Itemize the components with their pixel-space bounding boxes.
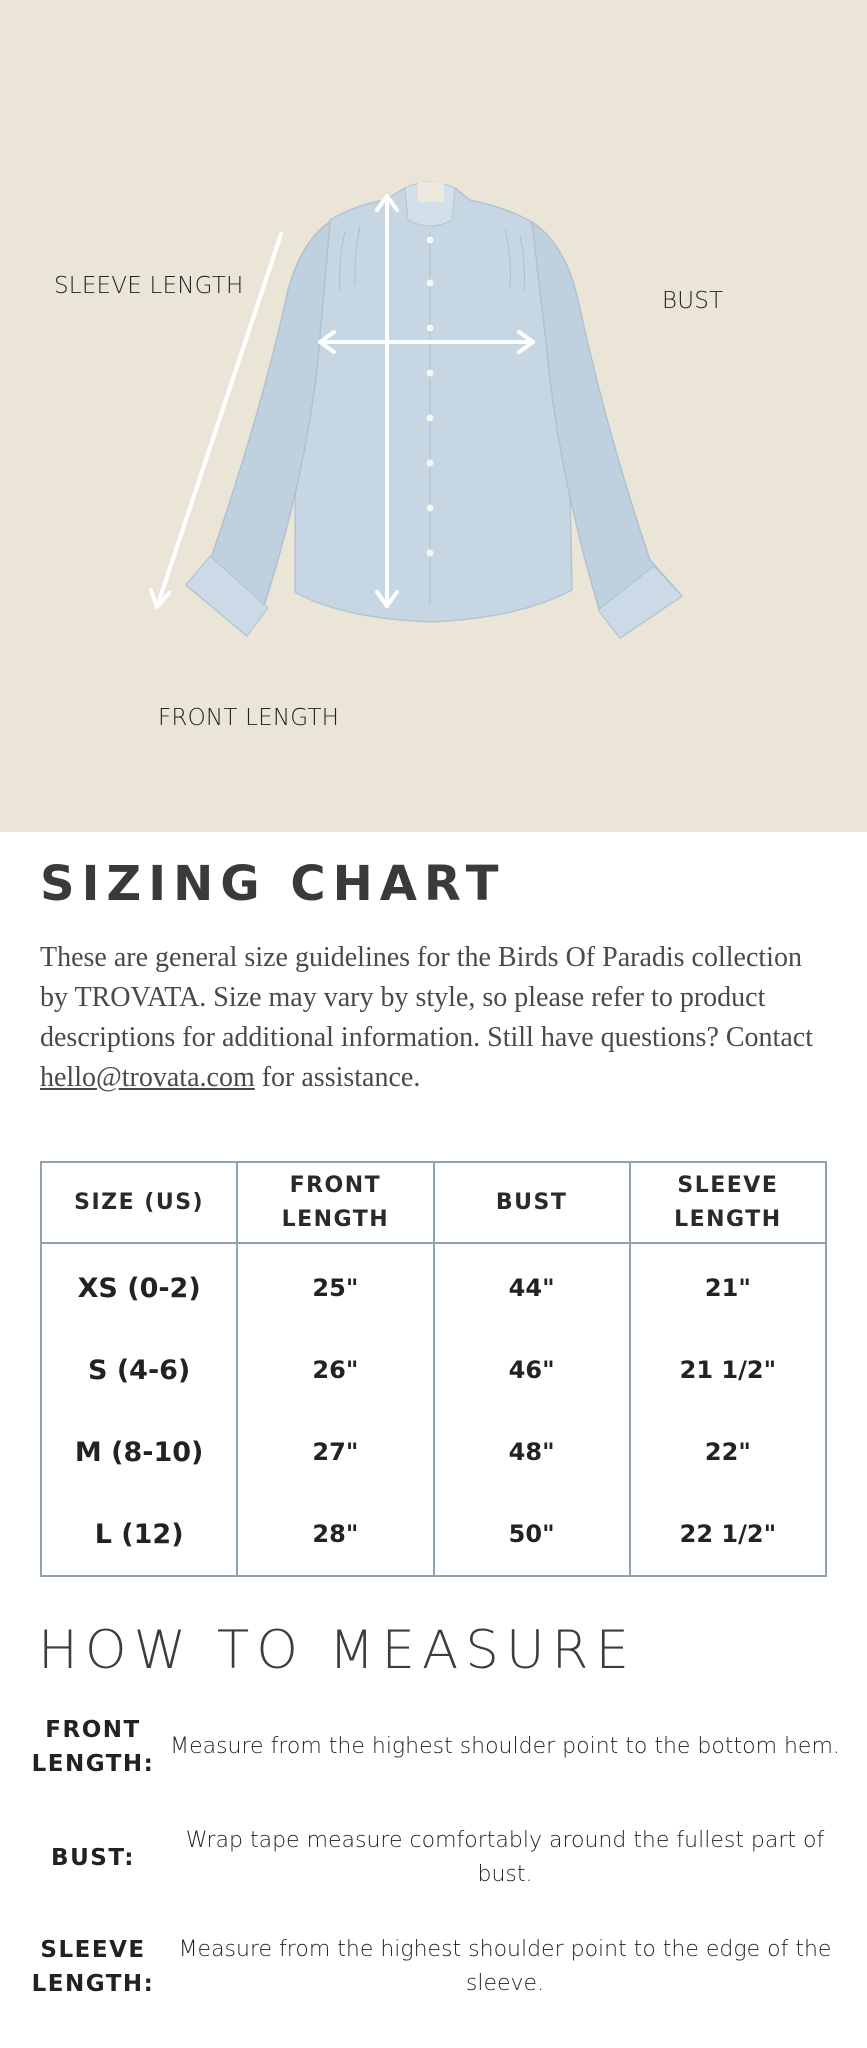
shirt-body bbox=[295, 188, 572, 622]
front-length-label: FRONT LENGTH bbox=[158, 705, 340, 731]
sizing-intro bbox=[40, 938, 830, 1098]
measure-term: BUST: bbox=[51, 1845, 135, 1871]
header-front-length: FRONT LENGTH bbox=[237, 1162, 433, 1243]
size-table-header bbox=[41, 1162, 826, 1243]
table-row bbox=[41, 1493, 826, 1576]
sleeve-length-cell: 22" bbox=[630, 1411, 826, 1493]
measure-item-sleeve-length bbox=[30, 1927, 840, 2007]
sleeve-length-cell: 21 1/2" bbox=[630, 1329, 826, 1411]
sleeve-length-label: SLEEVE LENGTH bbox=[54, 273, 244, 299]
front-length-cell: 26" bbox=[237, 1329, 433, 1411]
bust-cell: 46" bbox=[434, 1329, 630, 1411]
size-cell: S (4-6) bbox=[41, 1329, 237, 1411]
measure-description: Measure from the highest shoulder point to the bottom hem. bbox=[170, 1734, 840, 1759]
header-sleeve-length: SLEEVE LENGTH bbox=[630, 1162, 826, 1243]
measurement-diagram bbox=[0, 0, 867, 832]
size-cell: L (12) bbox=[41, 1493, 237, 1576]
bust-cell: 44" bbox=[434, 1243, 630, 1329]
measure-description: Measure from the highest shoulder point to the edge of the sleeve. bbox=[178, 1937, 832, 1996]
sleeve-length-cell: 22 1/2" bbox=[630, 1493, 826, 1576]
front-length-cell: 27" bbox=[237, 1411, 433, 1493]
bust-cell: 50" bbox=[434, 1493, 630, 1576]
measure-term: SLEEVE LENGTH: bbox=[31, 1937, 155, 1997]
bust-label: BUST bbox=[662, 288, 724, 314]
shirt-illustration bbox=[0, 0, 867, 832]
header-bust: BUST bbox=[434, 1162, 630, 1243]
header-size: SIZE (US) bbox=[41, 1162, 237, 1243]
measure-term: FRONT LENGTH: bbox=[31, 1717, 155, 1777]
how-to-measure-title: HOW TO MEASURE bbox=[38, 1620, 636, 1681]
intro-text: These are general size guidelines for the Birds Of Paradis collection by TROVATA. Size may vary by style, so please refer to product descriptions for additional information. Still have questions? Contact bbox=[40, 942, 813, 1053]
measure-item-front-length bbox=[30, 1707, 840, 1787]
table-row bbox=[41, 1243, 826, 1329]
contact-email-link[interactable]: hello@trovata.com bbox=[40, 1062, 255, 1093]
front-length-cell: 28" bbox=[237, 1493, 433, 1576]
size-cell: XS (0-2) bbox=[41, 1243, 237, 1329]
size-cell: M (8-10) bbox=[41, 1411, 237, 1493]
table-row bbox=[41, 1411, 826, 1493]
size-table bbox=[40, 1161, 827, 1577]
sizing-chart-title: SIZING CHART bbox=[40, 856, 506, 912]
table-row bbox=[41, 1329, 826, 1411]
measure-item-bust bbox=[30, 1818, 840, 1898]
measure-description: Wrap tape measure comfortably around the fullest part of bust. bbox=[185, 1828, 825, 1887]
front-length-cell: 25" bbox=[237, 1243, 433, 1329]
bust-cell: 48" bbox=[434, 1411, 630, 1493]
intro-suffix: for assistance. bbox=[254, 1062, 421, 1093]
neck-label bbox=[418, 182, 444, 202]
sleeve-length-cell: 21" bbox=[630, 1243, 826, 1329]
